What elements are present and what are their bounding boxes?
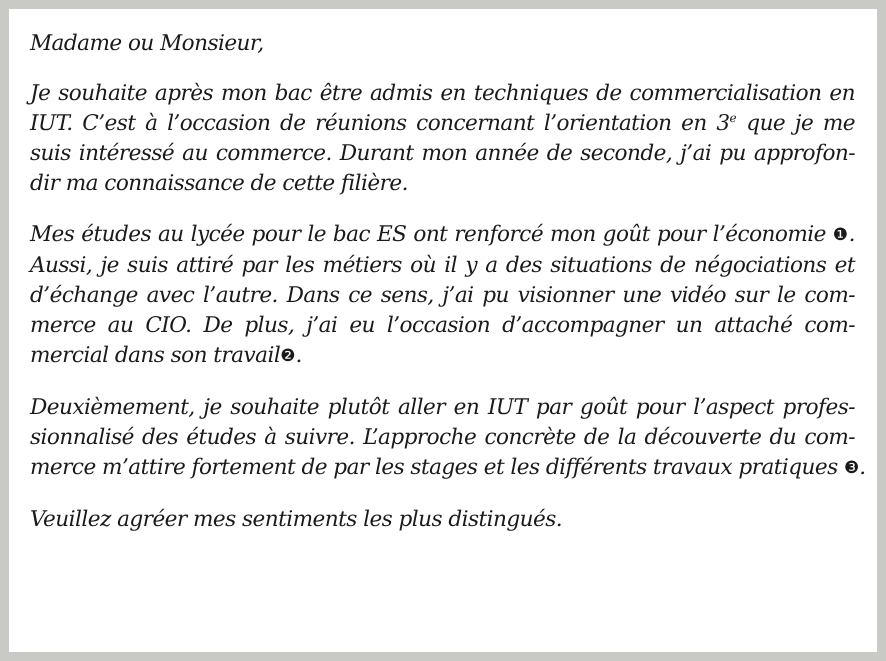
paragraph-2 xyxy=(30,220,855,372)
closing xyxy=(30,505,855,535)
paragraph-2-line-5-text: mercial dans son travail xyxy=(30,343,281,368)
letter-page xyxy=(9,9,877,652)
paragraph-1-line-2-end: que je me xyxy=(736,111,855,136)
paragraph-3 xyxy=(30,393,866,484)
salutation-text: Madame ou Monsieur, xyxy=(30,31,264,56)
closing-text: Veuillez agréer mes sentiments les plus distingués. xyxy=(30,507,563,532)
footnote-marker-3-icon: ❸ xyxy=(843,458,860,478)
paragraph-1-line-2 xyxy=(30,109,855,139)
paragraph-1-line-4: dir ma connaissance de cette filière. xyxy=(30,171,408,196)
paragraph-2-line-3: d’échange avec l’autre. Dans ce sens, j’ai pu visionner une vidéo sur le com- xyxy=(30,283,855,308)
paragraph-2-line-5 xyxy=(30,341,855,372)
paragraph-1-line-3: suis intéressé au commerce. Durant mon année de seconde, j’ai pu approfon- xyxy=(30,141,855,166)
paragraph-2-line-4: merce au CIO. De plus, j’ai eu l’occasion d’accompagner un attaché com- xyxy=(30,313,855,338)
paragraph-1-line-1: Je souhaite après mon bac être admis en techniques de commercialisation en xyxy=(30,81,855,106)
paragraph-1 xyxy=(30,79,855,199)
footnote-marker-2-icon: ❷ xyxy=(280,346,296,366)
paragraph-2-line-1 xyxy=(30,220,855,251)
paragraph-3-line-3-end: . xyxy=(859,455,866,480)
paragraph-2-line-1-end: . xyxy=(848,222,855,247)
paragraph-3-line-3-text: merce m’attire fortement de par les stages et les différents travaux pratiques xyxy=(30,455,844,480)
paragraph-3-line-2: sionnalisé des études à suivre. L’approche concrète de la découverte du com- xyxy=(30,425,855,450)
paragraph-2-line-2: Aussi, je suis attiré par les métiers où il y a des situations de négociations et xyxy=(30,253,855,278)
paragraph-2-line-5-end: . xyxy=(295,343,302,368)
paragraph-1-line-2-text: IUT. C’est à l’occasion de réunions concernant l’orientation en 3 xyxy=(30,111,730,136)
superscript-e: e xyxy=(729,110,737,125)
salutation xyxy=(30,29,855,59)
paragraph-2-line-1-text: Mes études au lycée pour le bac ES ont renforcé mon goût pour l’économie xyxy=(30,222,833,247)
footnote-marker-1-icon: ❶ xyxy=(832,225,849,245)
paragraph-3-line-3 xyxy=(30,453,866,484)
paragraph-3-line-1: Deuxièmement, je souhaite plutôt aller en IUT par goût pour l’aspect profes- xyxy=(30,395,855,420)
